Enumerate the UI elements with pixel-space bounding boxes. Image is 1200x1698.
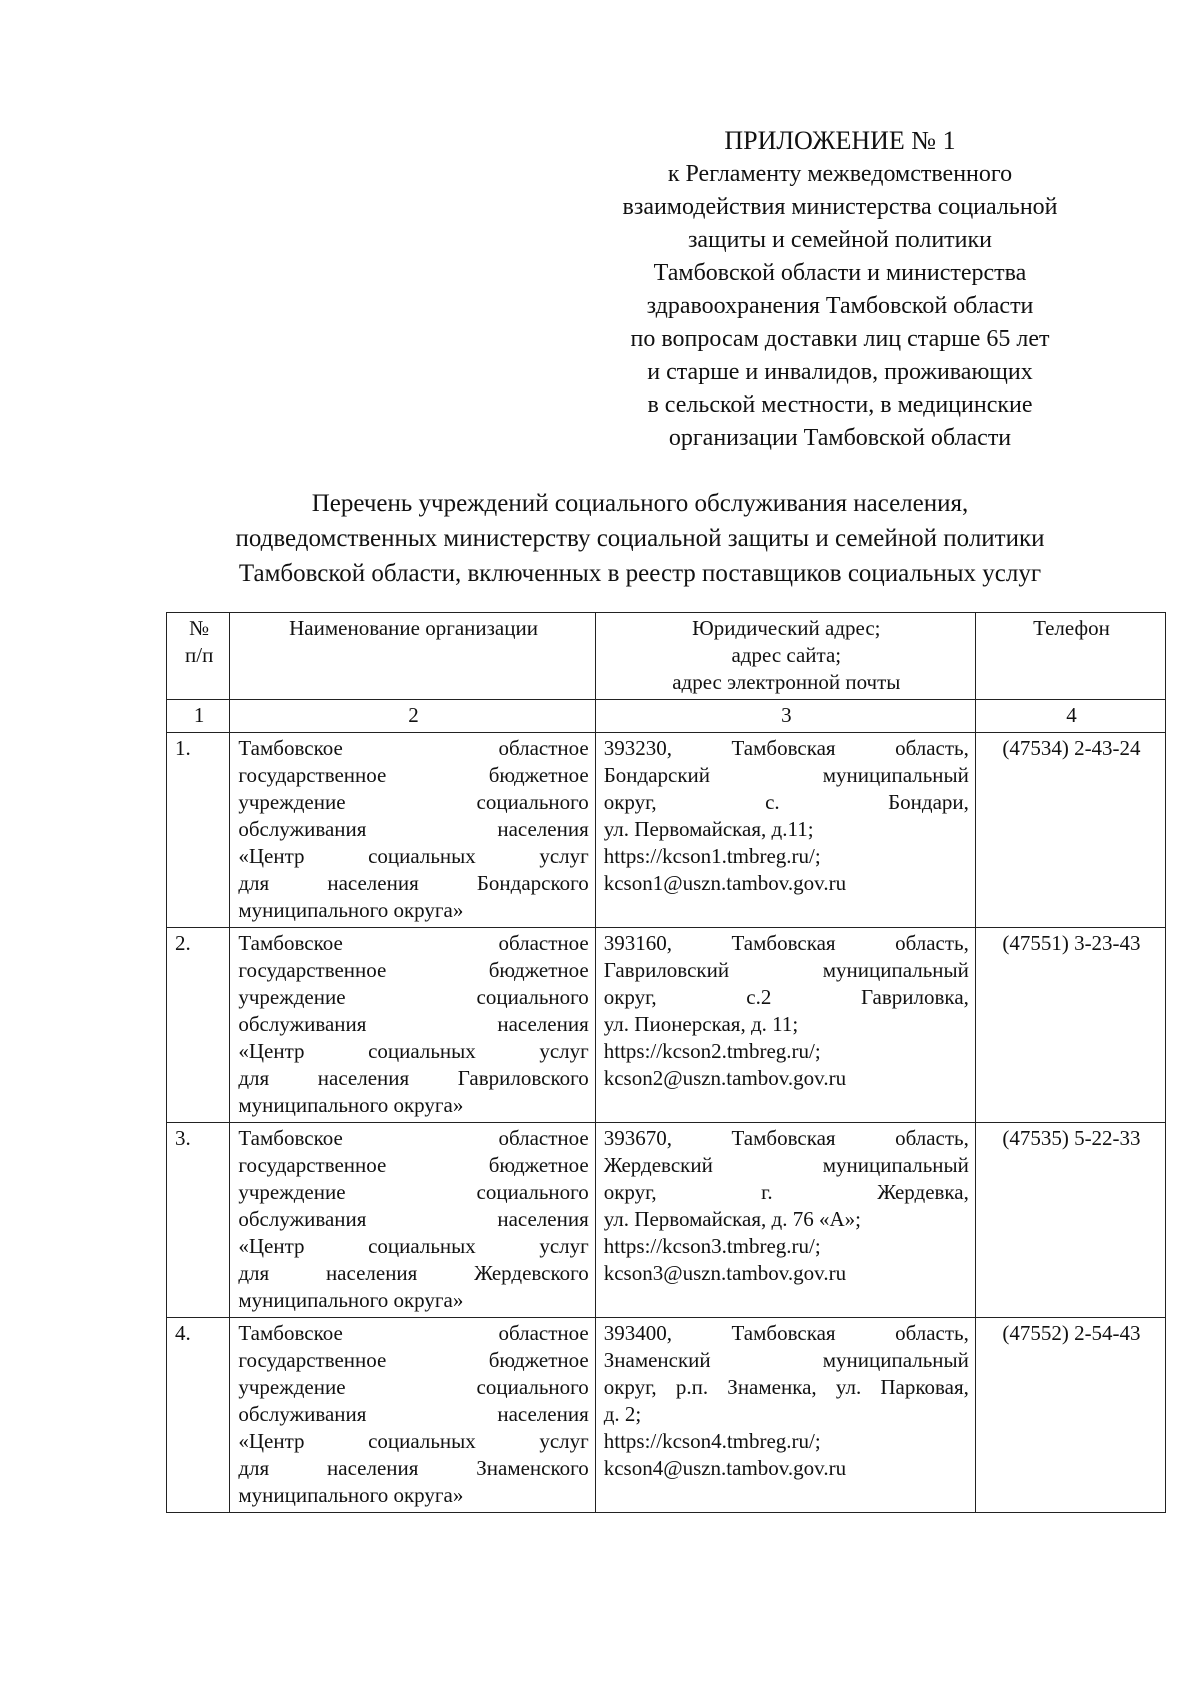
column-index: 4 bbox=[975, 700, 1165, 733]
header-num: № п/п bbox=[167, 613, 230, 700]
table-row bbox=[167, 1318, 1166, 1513]
website-link[interactable]: https://kcson2.tmbreg.ru/; bbox=[603, 1039, 821, 1063]
title-line: Перечень учреждений социального обслуживания населения, bbox=[311, 490, 969, 517]
appendix-line: и старше и инвалидов, проживающих bbox=[647, 359, 1033, 385]
appendix-heading: ПРИЛОЖЕНИЕ № 1 bbox=[724, 126, 956, 155]
appendix-line: в сельской местности, в медицинские bbox=[647, 392, 1033, 418]
email-link[interactable]: kcson1@uszn.tambov.gov.ru bbox=[603, 871, 847, 895]
appendix-line: здравоохранения Тамбовской области bbox=[646, 293, 1034, 319]
row-number: 2. bbox=[167, 928, 230, 1123]
row-number: 1. bbox=[167, 733, 230, 928]
header-phone: Телефон bbox=[975, 613, 1165, 700]
appendix-line: Тамбовской области и министерства bbox=[653, 260, 1027, 286]
organization-name: Тамбовское областное государственное бюджетное учреждение социального обслуживания населения «Центр социальных услуг для населения Гавриловского муниципального округа» bbox=[230, 928, 595, 1123]
column-index: 2 bbox=[230, 700, 595, 733]
appendix-line: защиты и семейной политики bbox=[687, 227, 993, 253]
email-link[interactable]: kcson4@uszn.tambov.gov.ru bbox=[603, 1456, 847, 1480]
appendix-line: взаимодействия министерства социальной bbox=[622, 194, 1058, 220]
organization-address: 393400, Тамбовская область, Знаменский муниципальный округ, р.п. Знаменка, ул. Парковая, д. 2; https://kcson4.tmbreg.ru/; kcson4@uszn.tambov.gov.ru bbox=[595, 1318, 975, 1513]
header-name: Наименование организации bbox=[230, 613, 595, 700]
table-body bbox=[167, 733, 1166, 1513]
column-index: 1 bbox=[167, 700, 230, 733]
column-index-row bbox=[167, 700, 1166, 733]
email-link[interactable]: kcson3@uszn.tambov.gov.ru bbox=[603, 1261, 847, 1285]
organization-phone: (47552) 2-54-43 bbox=[975, 1318, 1165, 1513]
organization-phone: (47534) 2-43-24 bbox=[975, 733, 1165, 928]
column-index: 3 bbox=[595, 700, 975, 733]
row-number: 4. bbox=[167, 1318, 230, 1513]
table-header-row bbox=[167, 613, 1166, 700]
appendix-block bbox=[560, 124, 1120, 455]
appendix-line: организации Тамбовской области bbox=[668, 425, 1012, 451]
header-address: Юридический адрес; адрес сайта; адрес электронной почты bbox=[595, 613, 975, 700]
organization-name: Тамбовское областное государственное бюджетное учреждение социального обслуживания населения «Центр социальных услуг для населения Жердевского муниципального округа» bbox=[230, 1123, 595, 1318]
title-line: Тамбовской области, включенных в реестр поставщиков социальных услуг bbox=[238, 560, 1042, 587]
document-title bbox=[150, 486, 1130, 591]
table-row bbox=[167, 1123, 1166, 1318]
table-row bbox=[167, 733, 1166, 928]
title-line: подведомственных министерству социальной защиты и семейной политики bbox=[235, 525, 1045, 552]
website-link[interactable]: https://kcson3.tmbreg.ru/; bbox=[603, 1234, 821, 1258]
organization-phone: (47551) 3-23-43 bbox=[975, 928, 1165, 1123]
appendix-line: по вопросам доставки лиц старше 65 лет bbox=[630, 326, 1050, 352]
website-link[interactable]: https://kcson4.tmbreg.ru/; bbox=[603, 1429, 821, 1453]
row-number: 3. bbox=[167, 1123, 230, 1318]
table-row bbox=[167, 928, 1166, 1123]
appendix-line: к Регламенту межведомственного bbox=[667, 161, 1013, 187]
email-link[interactable]: kcson2@uszn.tambov.gov.ru bbox=[603, 1066, 847, 1090]
organization-address: 393670, Тамбовская область, Жердевский муниципальный округ, г. Жердевка, ул. Первомайская, д. 76 «А»; https://kcson3.tmbreg.ru/; kcson3@uszn.tambov.gov.ru bbox=[595, 1123, 975, 1318]
organization-address: 393230, Тамбовская область, Бондарский муниципальный округ, с. Бондари, ул. Первомайская, д.11; https://kcson1.tmbreg.ru/; kcson1@uszn.tambov.gov.ru bbox=[595, 733, 975, 928]
organization-address: 393160, Тамбовская область, Гавриловский муниципальный округ, с.2 Гавриловка, ул. Пионерская, д. 11; https://kcson2.tmbreg.ru/; kcson2@uszn.tambov.gov.ru bbox=[595, 928, 975, 1123]
organization-phone: (47535) 5-22-33 bbox=[975, 1123, 1165, 1318]
website-link[interactable]: https://kcson1.tmbreg.ru/; bbox=[603, 844, 821, 868]
providers-table bbox=[166, 612, 1166, 1513]
organization-name: Тамбовское областное государственное бюджетное учреждение социального обслуживания населения «Центр социальных услуг для населения Знаменского муниципального округа» bbox=[230, 1318, 595, 1513]
organization-name: Тамбовское областное государственное бюджетное учреждение социального обслуживания населения «Центр социальных услуг для населения Бондарского муниципального округа» bbox=[230, 733, 595, 928]
